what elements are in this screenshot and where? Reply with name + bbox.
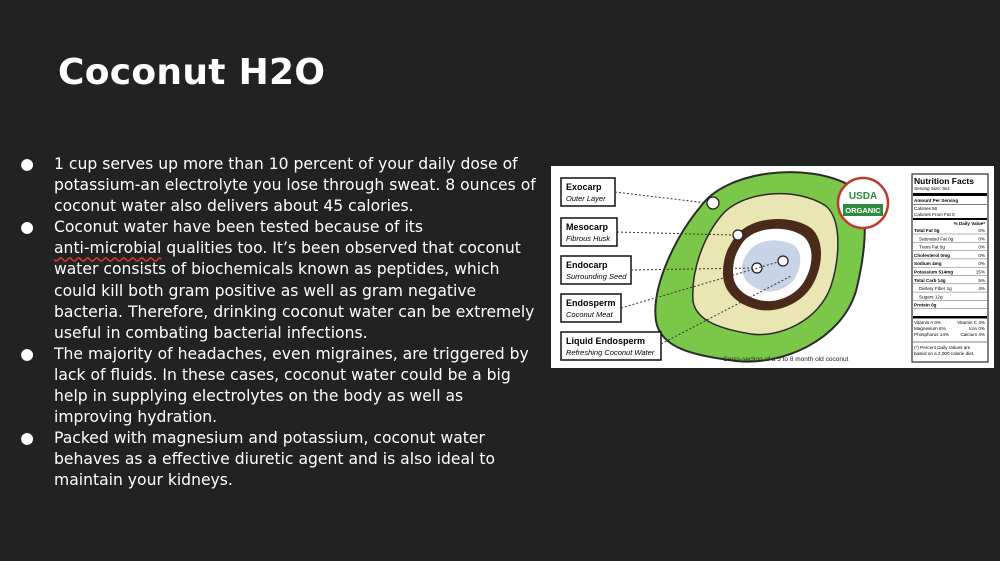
bullet-dot-icon: ● bbox=[20, 429, 34, 448]
nutrition-row-label: Cholesterol 0mg bbox=[914, 252, 950, 258]
bullet-dot-icon: ● bbox=[20, 155, 34, 173]
nutrition-footnote-1: (*) Percent Daily Values are bbox=[914, 345, 971, 350]
nutrition-row-value: 4% bbox=[978, 286, 985, 292]
bullet-item bbox=[20, 428, 540, 491]
bullet-text: 1 cup serves up more than 10 percent of your daily dose of potassium-an electrolyte you lose through sweat. 8 ounces of coconut water also delivers about 45 calories. bbox=[54, 155, 536, 216]
nutrition-row-value: 0% bbox=[978, 244, 985, 250]
nutrition-row-value: 0% bbox=[978, 236, 985, 242]
nutrition-dv-header: % Daily Value* bbox=[953, 221, 985, 226]
nutrition-title: Nutrition Facts bbox=[914, 176, 974, 186]
bullet-item bbox=[20, 344, 540, 428]
bullet-text bbox=[54, 218, 534, 341]
label-endocarp-sub: Surrounding Seed bbox=[566, 272, 627, 281]
badge-organic-text: ORGANIC bbox=[845, 206, 881, 215]
nutrition-calories: Calories 56 bbox=[914, 206, 938, 211]
nutrition-vitamin-right: Vitamin C 4% bbox=[957, 320, 985, 325]
nutrition-vitamin-right: Calcium 4% bbox=[960, 332, 985, 337]
nutrition-row-label: Saturated Fat 0g bbox=[919, 236, 954, 242]
nutrition-row-label: Potassium 514mg bbox=[914, 269, 954, 275]
usda-organic-badge bbox=[838, 178, 888, 228]
nutrition-row-label: Protein 0g bbox=[914, 302, 937, 308]
label-liquid-endosperm: Liquid Endosperm bbox=[566, 336, 646, 346]
slide-title: Coconut H2O bbox=[58, 52, 326, 93]
nutrition-amount-header: Amount Per Serving bbox=[914, 198, 959, 203]
label-endocarp: Endocarp bbox=[566, 260, 608, 270]
nutrition-vitamin-left: Phosphorus 14% bbox=[914, 332, 949, 337]
nutrition-row-label: Sugars 12g bbox=[919, 294, 943, 300]
bullet-text-after: qualities too. It’s been observed that coconut water consists of biochemicals known as peptides, which could kill both gram positive as well as gram negative bacteria. Therefore, drinking coconut water can be extremely useful in combating bacterial infections. bbox=[54, 239, 535, 342]
bullet-text-before: Coconut water have been tested because of its bbox=[54, 218, 424, 237]
nutrition-row-value: 0% bbox=[978, 252, 985, 258]
nutrition-calories-fat: Calories From Fat 0 bbox=[914, 212, 955, 217]
nutrition-vitamin-left: Magnesium 6% bbox=[914, 326, 946, 331]
nutrition-serving: Serving Size: 8oz bbox=[914, 186, 950, 191]
nutrition-row-label: Total Carb 14g bbox=[914, 277, 946, 283]
nutrition-row-label: Trans Fat 0g bbox=[919, 244, 945, 250]
bullet-dot-icon: ● bbox=[20, 218, 34, 237]
badge-usda-text: USDA bbox=[848, 191, 878, 202]
nutrition-row-value: 15% bbox=[975, 269, 985, 275]
bullet-text: Packed with magnesium and potassium, coconut water behaves as a effective diuretic agent and is also ideal to maintain your kidneys. bbox=[54, 429, 496, 490]
spellcheck-flagged-word[interactable]: anti-microbial bbox=[54, 239, 162, 258]
nutrition-row-label: Sodium 4mg bbox=[914, 261, 942, 267]
label-liquid-endosperm-sub: Refreshing Coconut Water bbox=[566, 348, 655, 357]
nutrition-row-value: 5% bbox=[978, 277, 985, 283]
coconut-diagram-image bbox=[551, 166, 994, 368]
nutrition-facts-panel bbox=[912, 174, 988, 362]
label-exocarp: Exocarp bbox=[566, 182, 602, 192]
bullet-dot-icon: ● bbox=[20, 344, 34, 363]
bullet-item bbox=[20, 154, 540, 217]
nutrition-row-label: Total Fat 0g bbox=[914, 228, 940, 233]
label-mesocarp-sub: Fibrous Husk bbox=[566, 234, 611, 243]
nutrition-row-value: 0% bbox=[978, 228, 985, 233]
label-exocarp-sub: Outer Layer bbox=[566, 194, 606, 203]
bullet-item bbox=[20, 217, 540, 344]
diagram-caption: Cross-section of a 5 to 8 month old coconut bbox=[723, 356, 849, 363]
nutrition-vitamin-left: Vitamin A 0% bbox=[914, 320, 941, 325]
bullet-list bbox=[20, 154, 540, 492]
nutrition-row-label: Dietary Fiber 1g bbox=[919, 286, 952, 292]
nutrition-footnote-2: based on a 2,000 calorie diet. bbox=[914, 351, 975, 356]
label-endosperm: Endosperm bbox=[566, 298, 616, 308]
nutrition-vitamin-right: Iron 0% bbox=[969, 326, 985, 331]
nutrition-row-value: 0% bbox=[978, 261, 985, 267]
bullet-text: The majority of headaches, even migraines, are triggered by lack of fluids. In these cases, coconut water could be a big help in supplying electrolytes on the body as well as improving hydration. bbox=[54, 344, 529, 427]
label-endosperm-sub: Coconut Meat bbox=[566, 310, 613, 319]
label-mesocarp: Mesocarp bbox=[566, 222, 609, 232]
